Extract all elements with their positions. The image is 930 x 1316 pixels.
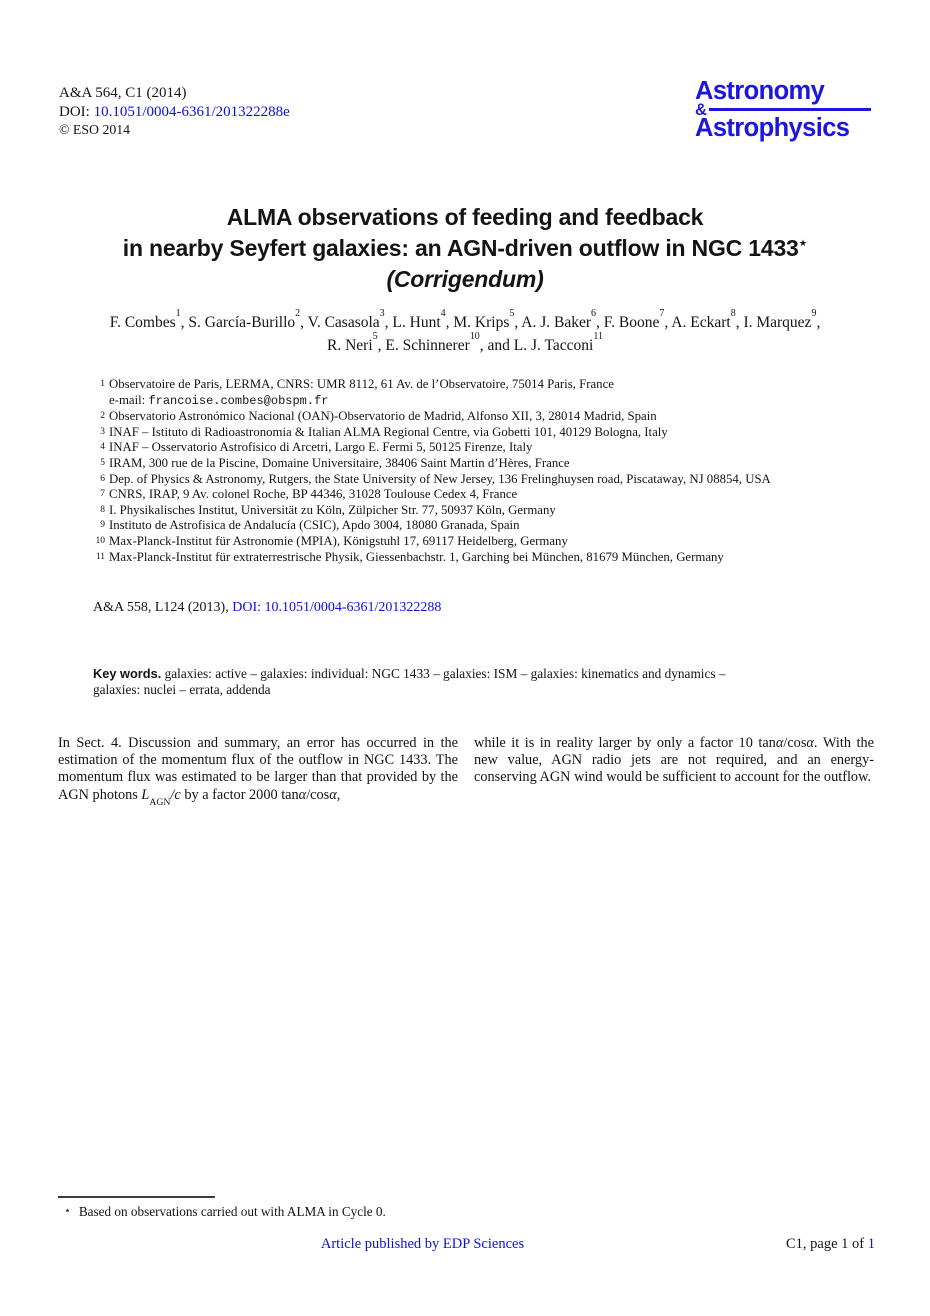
affiliation-number: 6 [100, 473, 105, 484]
affiliation-number: 8 [100, 504, 105, 515]
doi-line [59, 103, 290, 122]
keywords-text: galaxies: active – galaxies: individual: NGC 1433 – galaxies: ISM – galaxies: kinematics and dynamics – galaxies: nuclei – errata, addenda [93, 666, 726, 697]
doi-label: DOI: [59, 103, 94, 120]
body-text [58, 735, 875, 808]
affiliation-number: 4 [100, 442, 105, 453]
title-line-2: in nearby Seyfert galaxies: an AGN-driven outflow in NGC 1433⋆ [122, 234, 808, 261]
logo-word-astronomy: Astronomy [695, 77, 825, 105]
affiliation-item [88, 534, 880, 550]
affiliation-text: I. Physikalisches Institut, Universität zu Köln, Zülpicher Str. 77, 50937 Köln, Germany [109, 502, 556, 517]
affiliation-item [88, 487, 880, 503]
affiliation-item [88, 503, 880, 519]
affiliation-item [88, 472, 880, 488]
affiliation-number: 2 [100, 411, 105, 422]
reference-text: A&A 558, L124 (2013), [93, 600, 233, 615]
affiliation-number: 1 [100, 379, 105, 389]
title-line-1: ALMA observations of feeding and feedback [226, 204, 704, 230]
footnote [64, 1204, 584, 1220]
copyright-notice: © ESO 2014 [59, 122, 131, 137]
footnote-text: Based on observations carried out with ALMA in Cycle 0. [78, 1204, 386, 1219]
author-line: F. Combes$^1$, S. García-Burillo$^2$, V. Casasola$^3$, L. Hunt$^4$, M. Krips$^5$, A. J. Baker$^6$, F. Boone$^7$, A. Eckart$^8$, I. Marquez$^9$, [109, 307, 821, 331]
affiliation-list [88, 377, 880, 565]
logo-word-astrophysics: Astrophysics [695, 114, 850, 142]
affiliation-number: 10 [95, 535, 105, 546]
body-column-right: while it is in reality larger by only a factor 10 tanα/cosα. With the new value, AGN radio jets are not required, and an energy-conserving AGN wind would be sufficient to account for the outflow. [474, 735, 875, 786]
affiliation-item [88, 518, 880, 534]
affiliation-number: 7 [100, 489, 105, 500]
body-column-left: In Sect. 4. Discussion and summary, an error has occurred in the estimation of the momentum flux of the outflow in NGC 1433. The momentum flux was estimated to be larger than that provided by the AGN photons $L_{AGN}/c$ by a factor 2000 tanα/cosα, [58, 735, 458, 808]
affiliation-item [88, 440, 880, 456]
affiliation-item [88, 550, 880, 566]
affiliation-item [88, 377, 880, 409]
edp-sciences-link[interactable]: Article published by EDP Sciences [320, 1236, 525, 1252]
reference-doi-link[interactable]: DOI: 10.1051/0004-6361/201322288 [232, 600, 442, 615]
affiliation-text: Max-Planck-Institut für Astronomie (MPIA), Königstuhl 17, 69117 Heidelberg, Germany [109, 533, 568, 548]
affiliation-text: Observatoire de Paris, LERMA, CNRS: UMR 8112, 61 Av. de l’Observatoire, 75014 Paris, France e-mail: francoise.combes@obspm.fr [109, 377, 614, 408]
affiliation-item [88, 456, 880, 472]
affiliation-text: INAF – Istituto di Radioastronomia & Italian ALMA Regional Centre, via Gobetti 101, 40129 Bologna, Italy [109, 424, 668, 439]
affiliation-item [88, 425, 880, 441]
title-line-corrigendum: (Corrigendum) [386, 266, 544, 292]
footnote-rule [58, 1196, 215, 1198]
footnote-star: ⋆ [64, 1205, 71, 1217]
journal-logo [695, 79, 875, 140]
author-line: R. Neri$^5$, E. Schinnerer$^{10}$, and L. J. Tacconi$^{11}$ [327, 330, 603, 354]
logo-ampersand: & [695, 100, 707, 119]
logo-rule [709, 108, 871, 111]
email-address: francoise.combes@obspm.fr [148, 393, 329, 408]
bibliographic-header [59, 84, 290, 140]
affiliation-text: Max-Planck-Institut für extraterrestrische Physik, Giessenbachstr. 1, Garching bei München, 81679 München, Germany [109, 549, 724, 564]
keywords-label: Key words. [93, 666, 162, 681]
affiliation-number: 5 [100, 457, 105, 468]
affiliation-number: 11 [95, 551, 105, 562]
affiliation-text: CNRS, IRAP, 9 Av. colonel Roche, BP 44346, 31028 Toulouse Cedex 4, France [109, 487, 518, 502]
article-title [0, 202, 930, 295]
affiliation-text: INAF – Osservatorio Astrofisico di Arcetri, Largo E. Fermi 5, 50125 Firenze, Italy [109, 440, 533, 455]
journal-reference: A&A 564, C1 (2014) [59, 85, 187, 101]
affiliation-text: IRAM, 300 rue de la Piscine, Domaine Universitaire, 38406 Saint Martin d’Hères, France [109, 455, 570, 470]
publisher-line [0, 1236, 845, 1253]
page-number-link[interactable]: 1 [867, 1236, 875, 1252]
affiliation-text: Instituto de Astrofisica de Andalucía (CSIC), Apdo 3004, 18080 Granada, Spain [109, 518, 520, 533]
doi-link[interactable]: 10.1051/0004-6361/201322288e [93, 103, 290, 120]
page-number: C1, page 1 of 1 [786, 1236, 875, 1252]
affiliation-text: Observatorio Astronómico Nacional (OAN)-Observatorio de Madrid, Alfonso XII, 3, 28014 Madrid, Spain [109, 409, 657, 424]
affiliation-number: 3 [100, 426, 105, 437]
keywords-block [93, 666, 765, 698]
author-list [0, 307, 930, 357]
original-article-reference [93, 600, 441, 616]
title-footnote-star: ⋆ [798, 234, 808, 251]
affiliation-number: 9 [100, 520, 105, 531]
affiliation-text: Dep. of Physics & Astronomy, Rutgers, the State University of New Jersey, 136 Frelinghuysen road, Piscataway, NJ 08854, USA [109, 471, 771, 486]
affiliation-item [88, 409, 880, 425]
